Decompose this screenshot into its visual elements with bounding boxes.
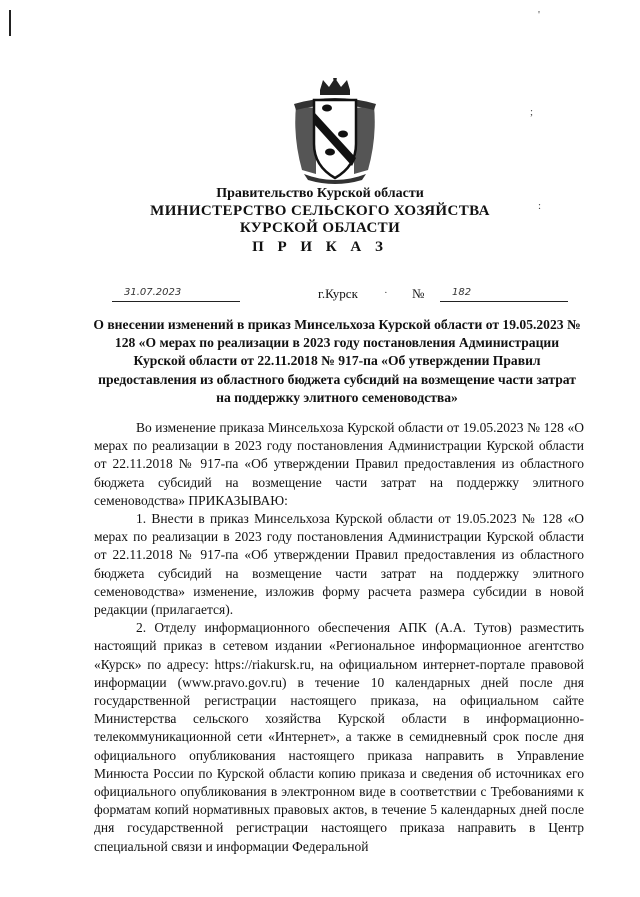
scan-mark: ·: [384, 287, 388, 299]
paragraph-preamble: Во изменение приказа Минсельхоза Курской области от 19.05.2023 № 128 «О мерах по реализации в 2023 году постановления Администрации Курской области от 22.11.2018 № 917-па «Об утверждении Правил предоставления из областного бюджета субсидий на возмещение части затрат на поддержку элитного семеноводства» ПРИКАЗЫВАЮ:: [94, 420, 584, 508]
date-handwritten: 31.07.2023: [124, 287, 182, 298]
coat-of-arms-icon: [290, 78, 380, 184]
city: г.Курск: [318, 286, 358, 301]
number-handwritten: 182: [452, 287, 472, 298]
paragraph-item-1: 1. Внести в приказ Минсельхоза Курской области от 19.05.2023 № 128 «О мерах по реализации в 2023 году постановления Администрации Курской области от 22.11.2018 № 917-па «Об утверждении Правил предоставления из областного бюджета субсидий на возмещение части затрат на поддержку элитного семеноводства» изменение, изложив форму расчета размера субсидии в новой редакции (прилагается).: [94, 511, 584, 618]
date-underline: [112, 301, 240, 302]
document-body: [94, 419, 584, 856]
document-title: О внесении изменений в приказ Минсельхоза Курской области от 19.05.2023 № 128 «О мерах по реализации в 2023 году постановления Администрации Курской области от 22.11.2018 № 917-па «Об утверждении Правил предоставления из областного бюджета субсидий на возмещение части затрат на поддержку элитного семеноводства»: [93, 317, 581, 405]
scan-mark: ;: [530, 106, 534, 118]
ministry-name-line2: КУРСКОЙ ОБЛАСТИ: [239, 220, 401, 236]
number-underline: [440, 301, 568, 302]
paragraph-item-2: 2. Отделу информационного обеспечения АПК (А.А. Тутов) разместить настоящий приказ в сетевом издании «Региональное информационное агентство «Курск» по адресу: https://riakursk.ru, на официальном интернет-портале правовой информации (www.pravo.gov.ru) в течение 10 календарных дней после дня государственной регистрации настоящего приказа, на официальном сайте Министерства сельского хозяйства Курской области в информационно-телекоммуникационной сети «Интернет», а также в семидневный срок после дня официального опубликования настоящего приказа направить в Управление Минюста России по Курской области копию приказа и сведения об источниках его официального опубликования в электронном виде в соответствии с Требованиями к форматам копий нормативных правовых актов, в течение 5 календарных дней после дня государственной регистрации настоящего приказа направить в Центр специальной связи и информации Федеральной: [94, 620, 584, 854]
number-sign: №: [412, 286, 425, 301]
government-name: Правительство Курской области: [216, 186, 424, 201]
scan-edge-mark: [9, 10, 11, 36]
scan-mark: :: [538, 200, 542, 212]
ministry-name-line1: МИНИСТЕРСТВО СЕЛЬСКОГО ХОЗЯЙСТВА: [150, 203, 490, 219]
scan-mark: ': [538, 9, 540, 21]
document-type: П Р И К А З: [252, 239, 388, 255]
